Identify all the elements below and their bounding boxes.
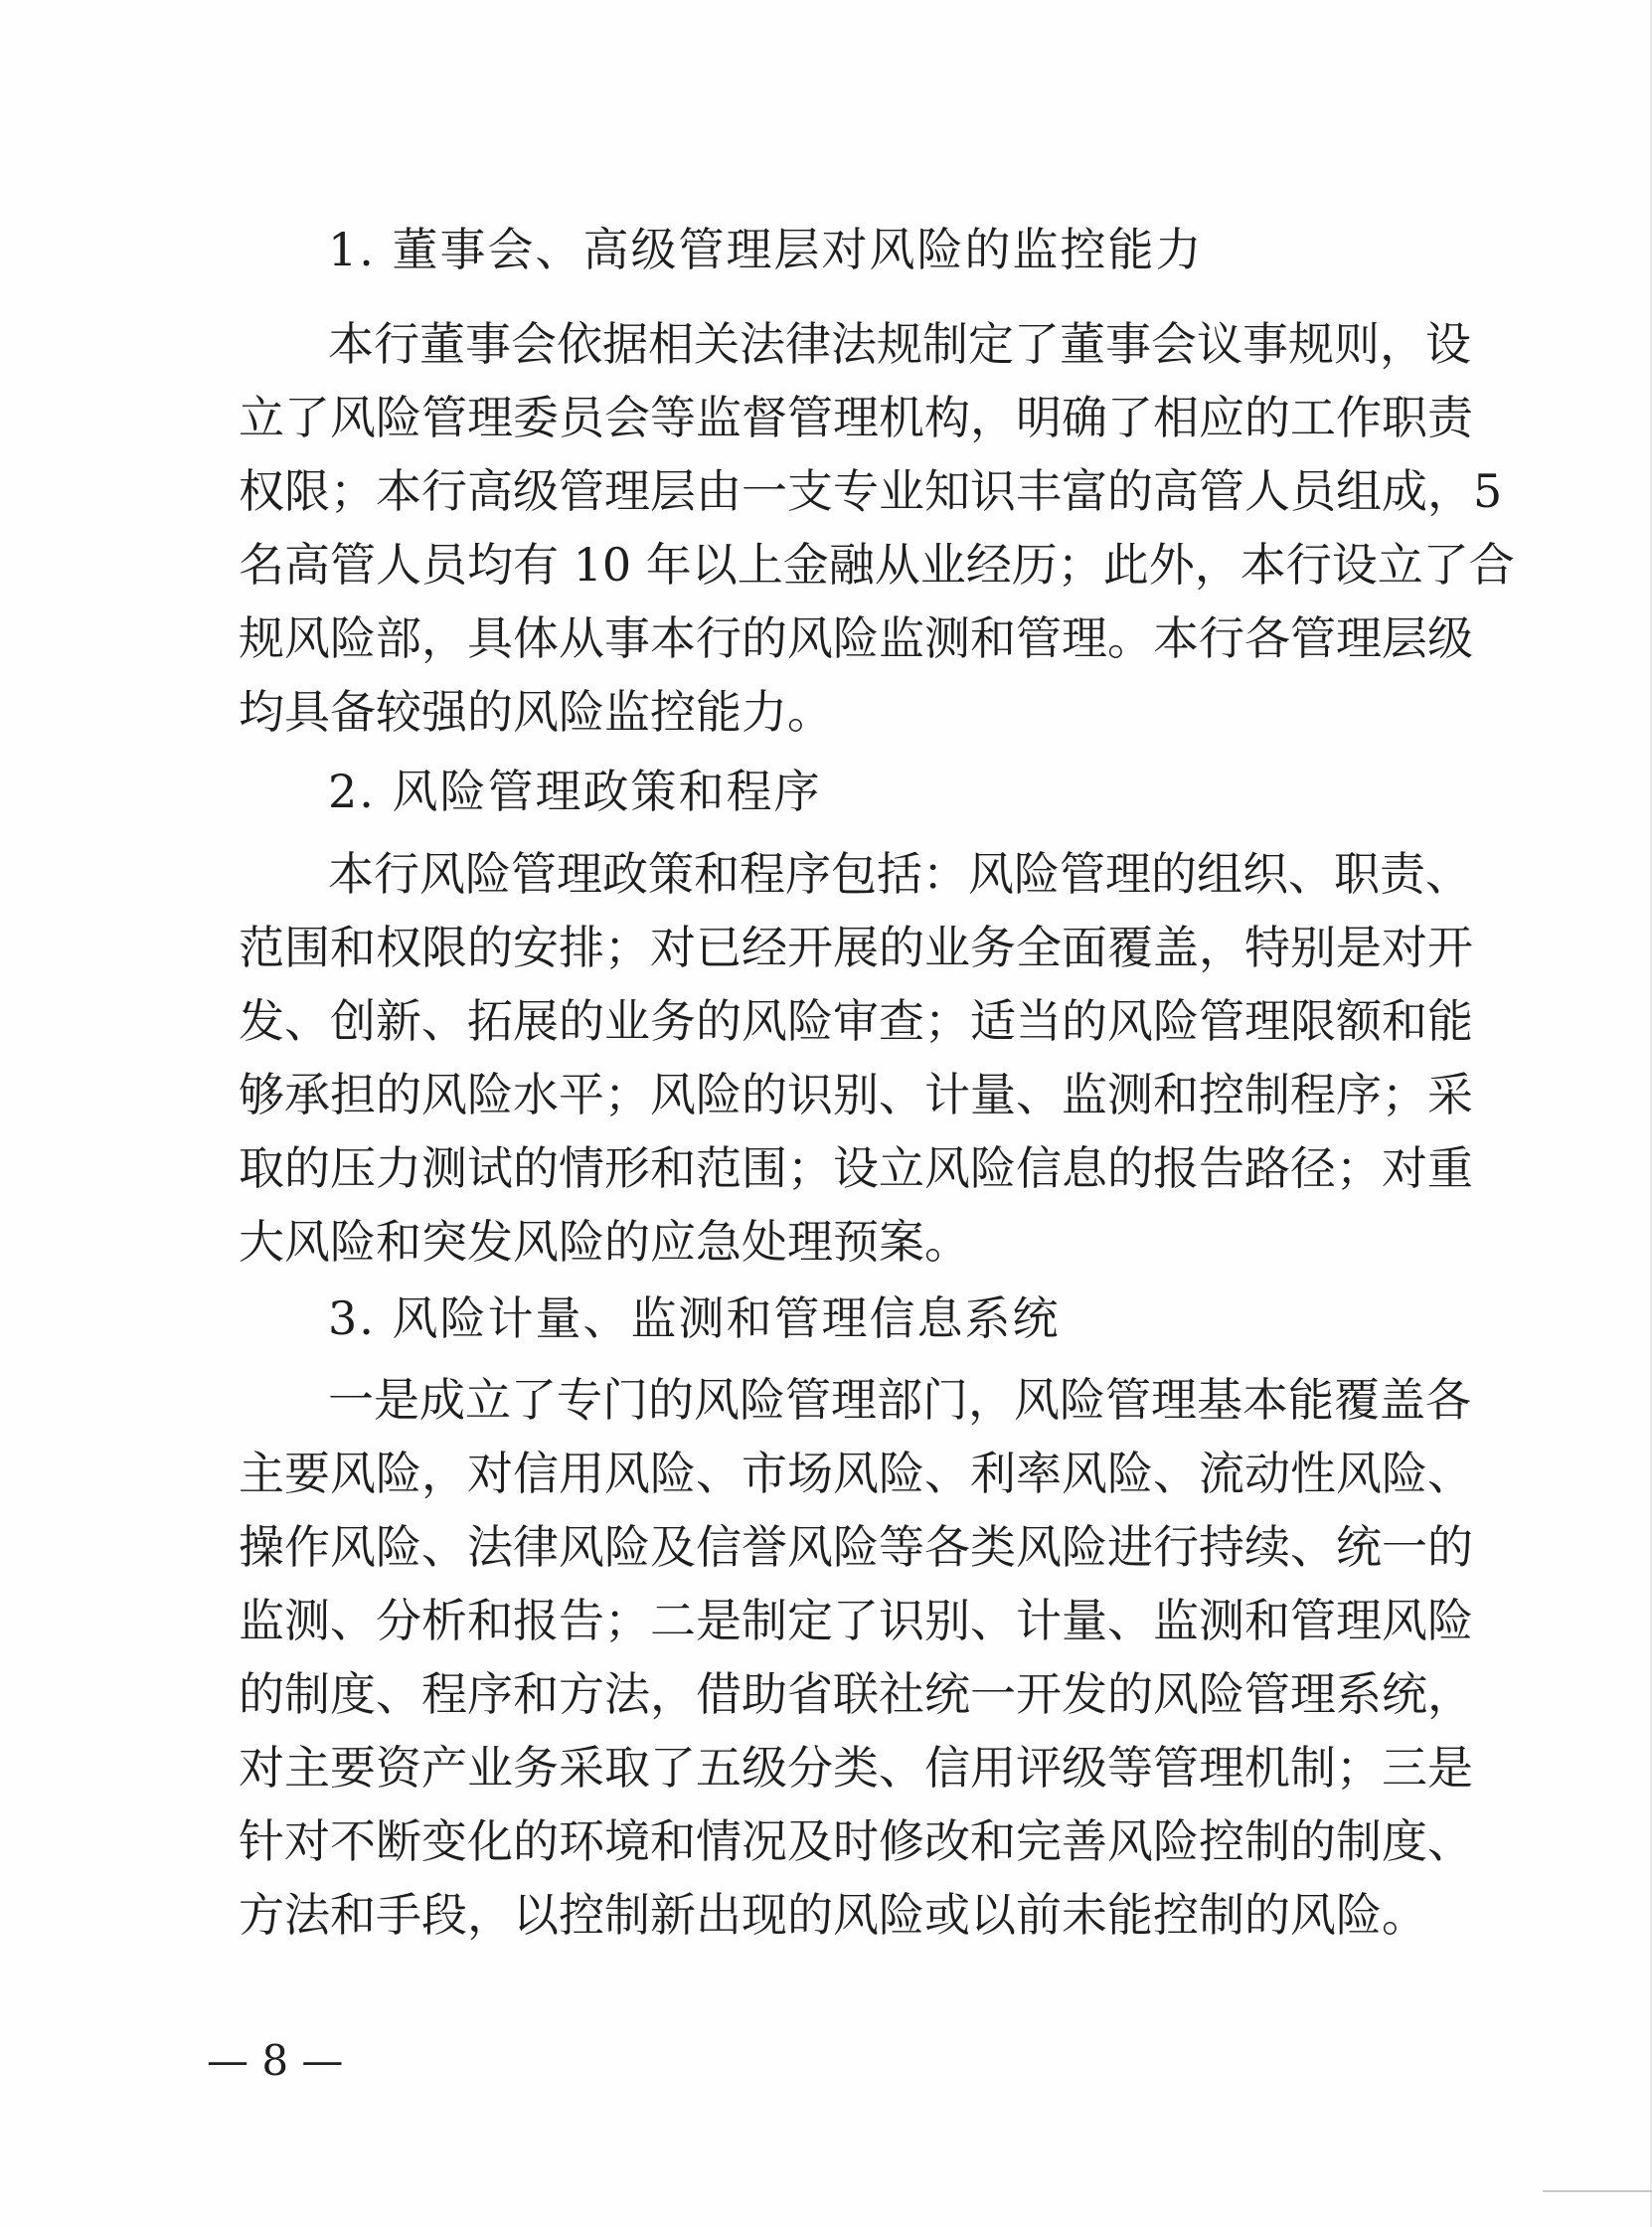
scan-mark <box>1543 2190 1652 2192</box>
paragraph-2-line-3: 发、创新、拓展的业务的风险审查；适当的风险管理限额和能 <box>239 994 1473 1048</box>
paragraph-1-line-6: 均具备较强的风险监控能力。 <box>239 685 833 739</box>
section-heading-3: 3. 风险计量、监测和管理信息系统 <box>328 1291 1061 1345</box>
paragraph-1-line-1: 本行董事会依据相关法律法规制定了董事会议事规则，设 <box>328 317 1471 371</box>
paragraph-3-line-7: 针对不断变化的环境和情况及时修改和完善风险控制的制度、 <box>239 1814 1473 1868</box>
paragraph-2-line-2: 范围和权限的安排；对已经开展的业务全面覆盖，特别是对开 <box>239 921 1473 974</box>
paragraph-1-line-4: 名高管人员均有 10 年以上金融从业经历；此外，本行设立了合 <box>239 538 1515 592</box>
paragraph-3-line-2: 主要风险，对信用风险、市场风险、利率风险、流动性风险、 <box>239 1447 1473 1500</box>
paragraph-1-line-2: 立了风险管理委员会等监督管理机构，明确了相应的工作职责 <box>239 391 1473 444</box>
section-heading-1: 1. 董事会、高级管理层对风险的监控能力 <box>328 223 1204 276</box>
page-number: — 8 — <box>207 2036 344 2085</box>
paragraph-3-line-3: 操作风险、法律风险及信誉风险等各类风险进行持续、统一的 <box>239 1520 1473 1574</box>
paragraph-2-line-4: 够承担的风险水平；风险的识别、计量、监测和控制程序；采 <box>239 1068 1473 1121</box>
paragraph-2-line-1: 本行风险管理政策和程序包括：风险管理的组织、职责、 <box>328 847 1471 901</box>
paragraph-2-line-6: 大风险和突发风险的应急处理预案。 <box>239 1215 970 1269</box>
paragraph-3-line-5: 的制度、程序和方法，借助省联社统一开发的风险管理系统， <box>239 1667 1473 1721</box>
paragraph-3-line-6: 对主要资产业务采取了五级分类、信用评级等管理机制；三是 <box>239 1741 1473 1795</box>
paragraph-3-line-1: 一是成立了专门的风险管理部门，风险管理基本能覆盖各 <box>328 1373 1471 1427</box>
paragraph-1-line-5: 规风险部，具体从事本行的风险监测和管理。本行各管理层级 <box>239 611 1473 665</box>
paragraph-3-line-4: 监测、分析和报告；二是制定了识别、计量、监测和管理风险 <box>239 1594 1473 1647</box>
paragraph-2-line-5: 取的压力测试的情形和范围；设立风险信息的报告路径；对重 <box>239 1141 1473 1195</box>
paragraph-1-line-3: 权限；本行高级管理层由一支专业知识丰富的高管人员组成，5 <box>239 464 1503 518</box>
section-heading-2: 2. 风险管理政策和程序 <box>328 765 822 818</box>
paragraph-3-line-8: 方法和手段，以控制新出现的风险或以前未能控制的风险。 <box>239 1888 1427 1942</box>
